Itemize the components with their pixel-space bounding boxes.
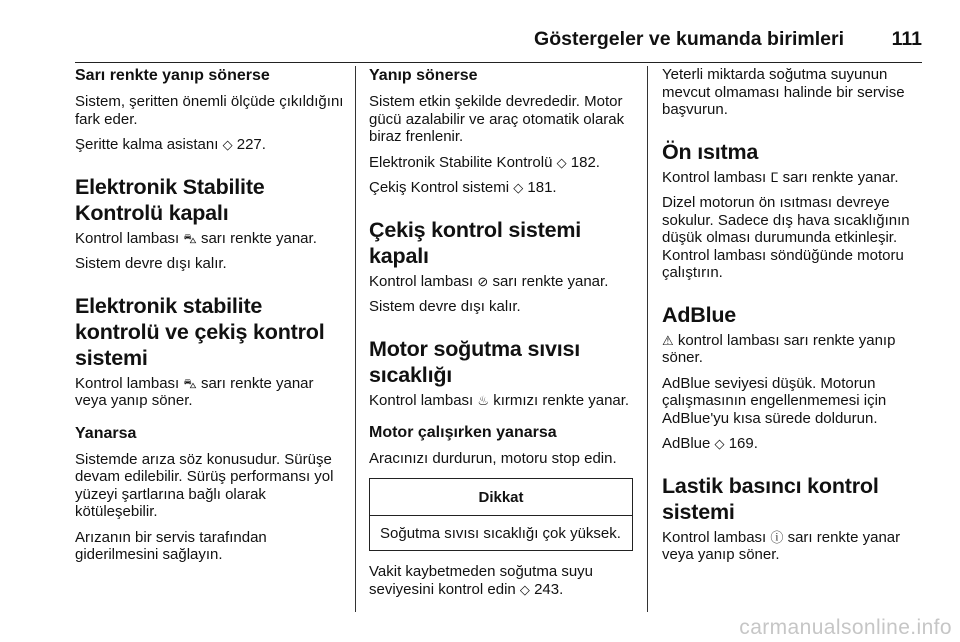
paragraph-with-ref — [369, 154, 633, 172]
heading-if-flashing: Yanıp sönerse — [369, 67, 478, 84]
watermark: carmanualsonline.info — [739, 616, 952, 639]
page-ref-icon: ◇ — [556, 154, 567, 170]
page-ref-icon: ◇ — [222, 137, 233, 152]
paragraph: Sistem devre dışı kalır. — [369, 298, 521, 315]
caution-title: Dikkat — [370, 479, 632, 516]
paragraph-with-icon — [662, 169, 930, 187]
text: sarı renkte yanar. — [200, 229, 317, 247]
text: AdBlue — [662, 435, 711, 452]
paragraph: Arızanın bir servis tarafından giderilmesini sağlayın. — [75, 528, 267, 563]
heading-coolant-temp: Motor soğutma sıvısı sıcaklığı — [369, 336, 581, 387]
paragraph-with-icon — [75, 375, 345, 410]
column-divider — [355, 66, 356, 612]
page-header — [75, 22, 922, 63]
heading-adblue: AdBlue — [662, 302, 737, 327]
text: Vakit kaybetmeden soğutma suyu seviyesini kontrol edin — [369, 563, 594, 598]
page-number: 111 — [891, 28, 922, 50]
text: sarı renkte yanar veya yanıp söner. — [662, 528, 901, 563]
paragraph: Sistem, şeritten önemli ölçüde çıkıldığını fark eder. — [75, 93, 344, 128]
paragraph-with-icon — [369, 273, 633, 291]
column-2 — [369, 66, 633, 606]
heading-preheat: Ön ısıtma — [662, 139, 759, 164]
adblue-icon: ⚠ — [662, 332, 674, 348]
paragraph-with-ref — [662, 435, 930, 453]
page-ref[interactable]: 227. — [236, 136, 266, 153]
heading-tpms: Lastik basıncı kontrol sistemi — [662, 473, 879, 524]
heading-tc-off: Çekiş kontrol sistemi kapalı — [369, 217, 582, 268]
paragraph-with-ref — [369, 563, 633, 598]
text: Çekiş Kontrol sistemi — [369, 179, 510, 196]
text: sarı renkte yanar. — [782, 168, 899, 186]
heading-if-lit: Yanarsa — [75, 424, 137, 442]
heading-esc-tc: Elektronik stabilite kontrolü ve çekiş kontrol sistemi — [75, 293, 325, 370]
header-title: Göstergeler ve kumanda birimleri — [534, 28, 844, 50]
text: Kontrol lambası — [75, 374, 180, 392]
paragraph-with-icon — [662, 529, 930, 564]
column-1 — [75, 66, 345, 572]
caution-body: Soğutma sıvısı sıcaklığı çok yüksek. — [380, 524, 621, 542]
paragraph: Yeterli miktarda soğutma suyunun mevcut olmaması halinde bir servise başvurun. — [662, 66, 905, 118]
tc-off-icon: ⊘ — [477, 273, 489, 289]
paragraph: Sistemde arıza söz konusudur. Sürüşe devam edilebilir. Sürüş performansı yol yüzeyi şartlarına bağlı olarak kötüleşebilir. — [75, 450, 334, 520]
esc-off-icon: ⛍ — [183, 230, 197, 246]
paragraph-with-icon — [75, 230, 345, 248]
column-3 — [662, 66, 930, 572]
text: Kontrol lambası — [662, 168, 767, 186]
text: Kontrol lambası — [662, 528, 767, 546]
paragraph: Sistem devre dışı kalır. — [75, 255, 227, 272]
text: sarı renkte yanar. — [492, 272, 609, 290]
page-ref-icon: ◇ — [714, 436, 725, 451]
page-ref[interactable]: 169. — [728, 435, 758, 452]
caution-box — [369, 478, 633, 552]
preheat-coil-icon: ⵎ — [770, 169, 779, 185]
column-divider — [647, 66, 648, 612]
text: kontrol lambası sarı renkte yanıp söner. — [662, 331, 896, 366]
paragraph-with-ref — [75, 136, 345, 154]
text: Kontrol lambası — [369, 272, 474, 290]
esc-tc-icon: ⛍ — [183, 375, 197, 391]
text: Elektronik Stabilite Kontrolü — [369, 153, 553, 171]
paragraph-with-ref — [369, 179, 633, 197]
page-ref[interactable]: 243. — [534, 580, 564, 598]
paragraph: Sistem etkin şekilde devrededir. Motor gücü azalabilir ve araç otomatik olarak biraz frenlenir. — [369, 93, 625, 145]
text: Şeritte kalma asistanı — [75, 136, 219, 153]
page-ref-icon: ◇ — [519, 581, 530, 597]
paragraph: Dizel motorun ön ısıtması devreye sokulur. Sadece dış hava sıcaklığının düşük olması durumunda etkinleşir. Kontrol lambası söndüğünde motoru çalıştırın. — [662, 194, 910, 281]
page-ref[interactable]: 182. — [570, 153, 600, 171]
heading-lit-while-running: Motor çalışırken yanarsa — [369, 424, 557, 441]
paragraph: AdBlue seviyesi düşük. Motorun çalışmasının engellenmemesi için AdBlue'yu kısa sürede doldurun. — [662, 374, 887, 427]
heading-esc-off: Elektronik Stabilite Kontrolü kapalı — [75, 174, 265, 225]
text: kırmızı renkte yanar. — [493, 391, 630, 409]
text: sarı renkte yanar veya yanıp söner. — [75, 374, 314, 409]
page-ref[interactable]: 181. — [527, 179, 557, 196]
tire-pressure-icon: ⓘ — [770, 529, 784, 545]
heading-flashing-yellow: Sarı renkte yanıp sönerse — [75, 67, 270, 84]
text: Kontrol lambası — [369, 391, 474, 409]
coolant-temp-icon: ♨ — [477, 392, 490, 408]
page-ref-icon: ◇ — [513, 180, 524, 195]
paragraph-with-icon — [662, 332, 930, 367]
paragraph-with-icon — [369, 392, 633, 410]
paragraph: Aracınızı durdurun, motoru stop edin. — [369, 450, 617, 467]
text: Kontrol lambası — [75, 229, 180, 247]
